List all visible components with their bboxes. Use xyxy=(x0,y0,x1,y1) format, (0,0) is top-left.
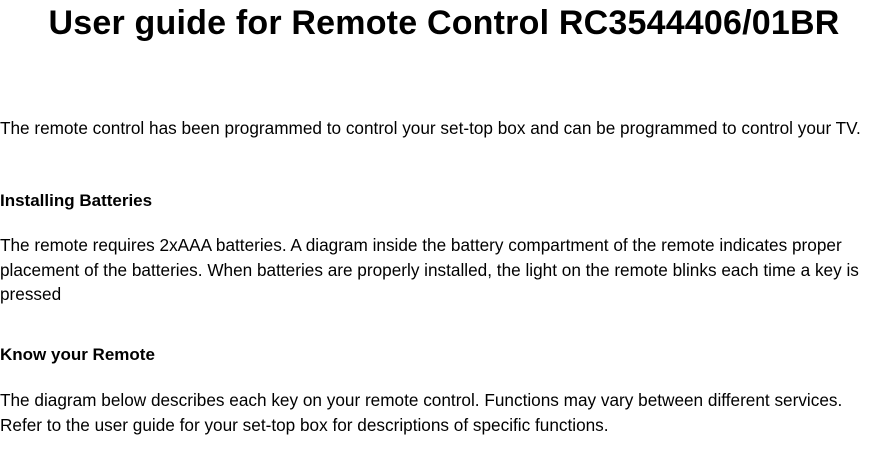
section-body-installing-batteries: The remote requires 2xAAA batteries. A diagram inside the battery compartment of the remote indicates proper placement of the batteries. When batteries are properly installed, the light on the remote blinks each time a key is pressed xyxy=(0,235,859,305)
intro-paragraph: The remote control has been programmed to control your set-top box and can be programmed to control your TV. xyxy=(0,118,861,138)
section-body-know-your-remote: The diagram below describes each key on your remote control. Functions may vary between different services. Refer to the user guide for your set-top box for descriptions of specific functions. xyxy=(0,390,843,435)
page-title: User guide for Remote Control RC3544406/01BR xyxy=(48,4,840,42)
section-heading-installing-batteries: Installing Batteries xyxy=(0,191,153,210)
section-heading-know-your-remote: Know your Remote xyxy=(0,345,155,364)
